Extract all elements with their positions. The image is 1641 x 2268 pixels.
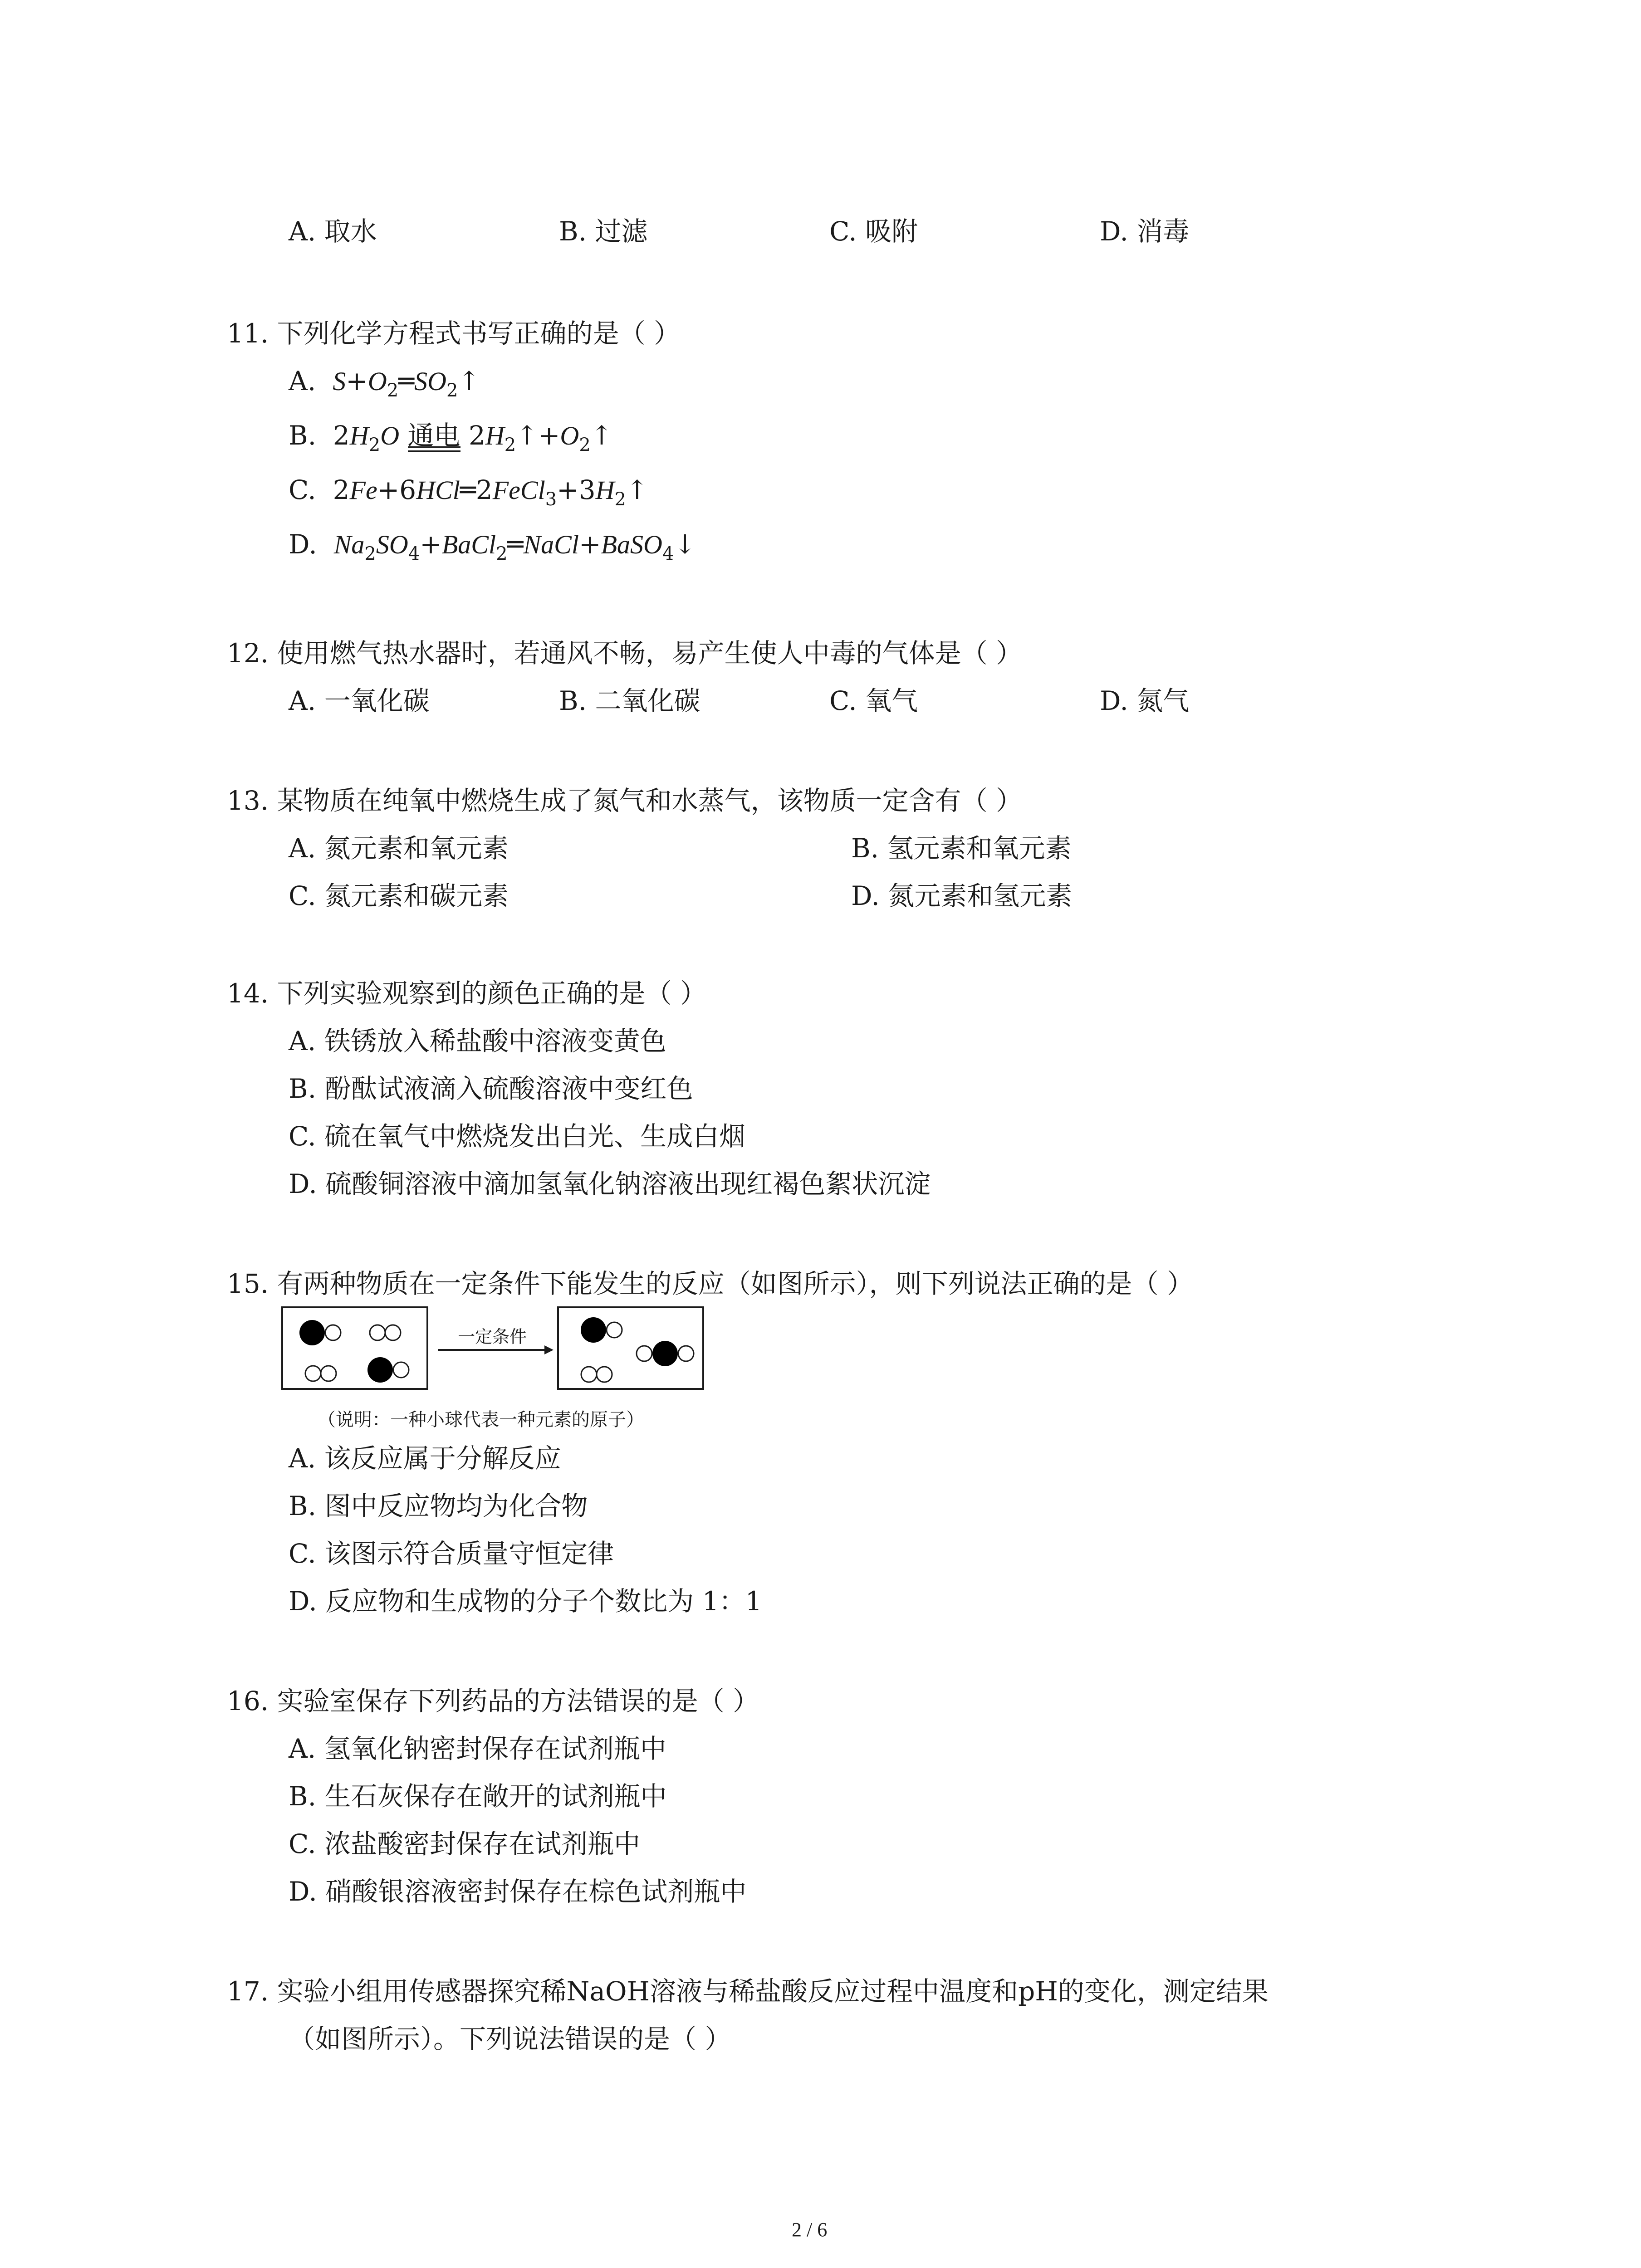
diagram-caption: （说明：一种小球代表一种元素的原子）	[318, 1409, 644, 1430]
q12-option-a: A. 一氧化碳	[289, 685, 430, 716]
q14-option-c: C. 硫在氧气中燃烧发出白光、生成白烟	[289, 1121, 746, 1152]
q10-option-a: A. 取水	[289, 216, 377, 247]
q12-option-b: B. 二氧化碳	[559, 685, 700, 716]
atom-white	[678, 1346, 694, 1361]
q14-option-b: B. 酚酞试液滴入硫酸溶液中变红色	[289, 1073, 693, 1104]
q10-option-c: C. 吸附	[829, 216, 918, 247]
q14-stem: 14. 下列实验观察到的颜色正确的是（ ）	[227, 978, 707, 1009]
q16-option-d: D. 硝酸银溶液密封保存在棕色试剂瓶中	[289, 1876, 747, 1907]
q14-option-a: A. 铁锈放入稀盐酸中溶液变黄色	[289, 1026, 666, 1056]
q15-option-b: B. 图中反应物均为化合物	[289, 1491, 588, 1521]
q14-option-d: D. 硫酸铜溶液中滴加氢氧化钠溶液出现红褐色絮状沉淀	[289, 1168, 931, 1199]
q11-option-b: B. $2H_2O$ 通电 $2H_2↑+O_2↑$	[289, 417, 612, 463]
q13-option-c: C. 氮元素和碳元素	[289, 880, 509, 911]
q15-option-d: D. 反应物和生成物的分子个数比为 1：1	[289, 1586, 762, 1617]
atom-white	[321, 1366, 336, 1381]
q15-option-c: C. 该图示符合质量守恒定律	[289, 1538, 614, 1569]
atom-black	[652, 1341, 678, 1366]
reaction-diagram	[281, 1306, 735, 1397]
q13-stem: 13. 某物质在纯氧中燃烧生成了氮气和水蒸气，该物质一定含有（ ）	[227, 785, 1023, 816]
q16-stem: 16. 实验室保存下列药品的方法错误的是（ ）	[227, 1686, 759, 1716]
atom-white	[385, 1325, 401, 1340]
atom-white	[370, 1325, 385, 1340]
atom-black	[581, 1317, 606, 1343]
q16-option-b: B. 生石灰保存在敞开的试剂瓶中	[289, 1781, 667, 1812]
atom-white	[305, 1366, 321, 1381]
atom-white	[325, 1325, 341, 1340]
reaction-condition: 通电	[408, 417, 460, 454]
q11-option-a: A. $S+O_2═SO_2↑$	[289, 366, 480, 401]
q17-stem-line1: 17. 实验小组用传感器探究稀NaOH溶液与稀盐酸反应过程中温度和pH的变化，测定结果	[227, 1976, 1269, 2007]
q12-stem: 12. 使用燃气热水器时，若通风不畅，易产生使人中毒的气体是（ ）	[227, 638, 1023, 669]
q10-option-d: D. 消毒	[1100, 216, 1190, 247]
q13-option-a: A. 氮元素和氧元素	[289, 833, 509, 864]
q15-option-a: A. 该反应属于分解反应	[289, 1443, 561, 1474]
atom-white	[581, 1367, 597, 1382]
q16-option-a: A. 氢氧化钠密封保存在试剂瓶中	[289, 1733, 666, 1764]
q13-option-b: B. 氢元素和氧元素	[851, 833, 1072, 864]
q10-option-b: B. 过滤	[559, 216, 648, 247]
q12-option-d: D. 氮气	[1100, 685, 1190, 716]
q16-option-c: C. 浓盐酸密封保存在试剂瓶中	[289, 1828, 641, 1859]
q11-stem: 11. 下列化学方程式书写正确的是（ ）	[227, 318, 681, 349]
q11-option-d: D. $Na_2SO_4+BaCl_2═NaCl+BaSO_4↓$	[289, 529, 696, 564]
q15-stem: 15. 有两种物质在一定条件下能发生的反应（如图所示），则下列说法正确的是（ ）	[227, 1268, 1194, 1299]
arrow-label: 一定条件	[457, 1327, 527, 1347]
atom-black	[299, 1320, 325, 1345]
atom-white	[597, 1367, 612, 1382]
atom-black	[367, 1357, 393, 1383]
atom-white	[637, 1346, 652, 1361]
page-number: 2 / 6	[792, 2219, 828, 2241]
q17-stem-line2: （如图所示）。下列说法错误的是（ ）	[289, 2024, 731, 2054]
q13-option-d: D. 氮元素和氢元素	[851, 880, 1073, 911]
q11-option-c: C. $2Fe+6HCl═2FeCl_3+3H_2↑$	[289, 474, 648, 510]
atom-white	[393, 1362, 409, 1378]
q12-option-c: C. 氧气	[829, 685, 918, 716]
atom-white	[607, 1322, 622, 1338]
